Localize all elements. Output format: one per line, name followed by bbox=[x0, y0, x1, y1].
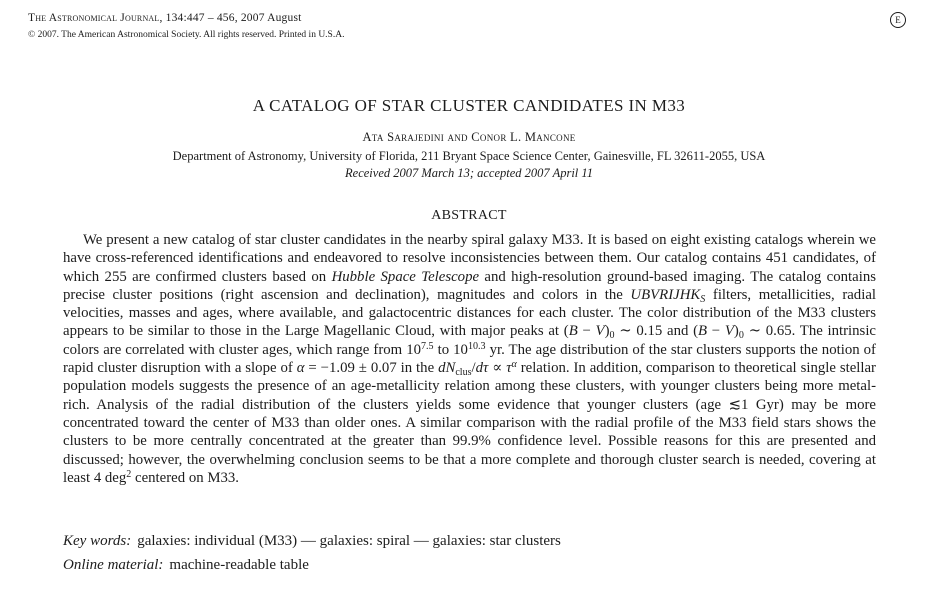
online-material-text: machine-readable table bbox=[169, 557, 309, 573]
authors: Ata Sarajedini and Conor L. Mancone bbox=[362, 130, 576, 144]
journal-header: The Astronomical Journal, 134:447 – 456, 2007 August bbox=[28, 12, 302, 24]
copyright-notice: © 2007. The American Astronomical Society. All rights reserved. Printed in U.S.A. bbox=[28, 30, 345, 40]
electronic-edition-icon: E bbox=[890, 12, 906, 28]
page-title: A CATALOG OF STAR CLUSTER CANDIDATES IN M33 bbox=[252, 96, 686, 115]
affiliation: Department of Astronomy, University of Florida, 211 Bryant Space Science Center, Gainesville, FL 32611-2055, USA bbox=[172, 149, 766, 163]
keywords-text: galaxies: individual (M33) — galaxies: spiral — galaxies: star clusters bbox=[137, 533, 561, 549]
keywords-label: Key words: bbox=[63, 533, 132, 549]
abstract-heading: ABSTRACT bbox=[431, 208, 507, 223]
keywords-row bbox=[63, 533, 883, 550]
abstract-text: We present a new catalog of star cluster candidates in the nearby spiral galaxy M33. It is based on eight existing catalogs wherein we have cross-referenced identifications and endeavored to resolve inconsistencies between them. Our catalog contains 451 candidates, of which 255 are confirmed clusters based on Hubble Space Telescope and high-resolution ground-based imaging. The catalog contains precise cluster positions (right ascension and declination), magnitudes and colors in the UBVRIJHKS filters, metallicities, radial velocities, masses and ages, where available, and galactocentric distances for each cluster. The color distribution of the M33 clusters appears to be similar to those in the Large Magellanic Cloud, with major peaks at (B − V)0 ∼ 0.15 and (B − V)0 ∼ 0.65. The intrinsic colors are correlated with cluster ages, which range from $10^{7.5}$ to $10^{10.3}$ yr. The age distribution of the star clusters supports the notion of rapid cluster disruption with a slope of α = −1.09 ± 0.07 in the dNclus/dτ ∝ $\tau^\alpha$ relation. In addition, comparison to theoretical single stellar population models suggests the presence of an age-metallicity relation among these clusters, with younger clusters being more metal-rich. Analysis of the radial distribution of the clusters yields some evidence that younger clusters (age ≲1 Gyr) may be more concentrated toward the center of M33 than older ones. A similar comparison with the radial profile of the M33 field stars shows the clusters to be more centrally concentrated at the greater than 99.9% confidence level. Possible reasons for this are presented and discussed; however, the overwhelming conclusion seems to be that a more complete and thorough cluster search is needed, covering at least 4 deg$^2$ centered on M33. bbox=[63, 232, 876, 486]
online-material-row bbox=[63, 557, 883, 574]
online-material-label: Online material: bbox=[63, 557, 164, 573]
received-dates: Received 2007 March 13; accepted 2007 April 11 bbox=[345, 166, 593, 180]
